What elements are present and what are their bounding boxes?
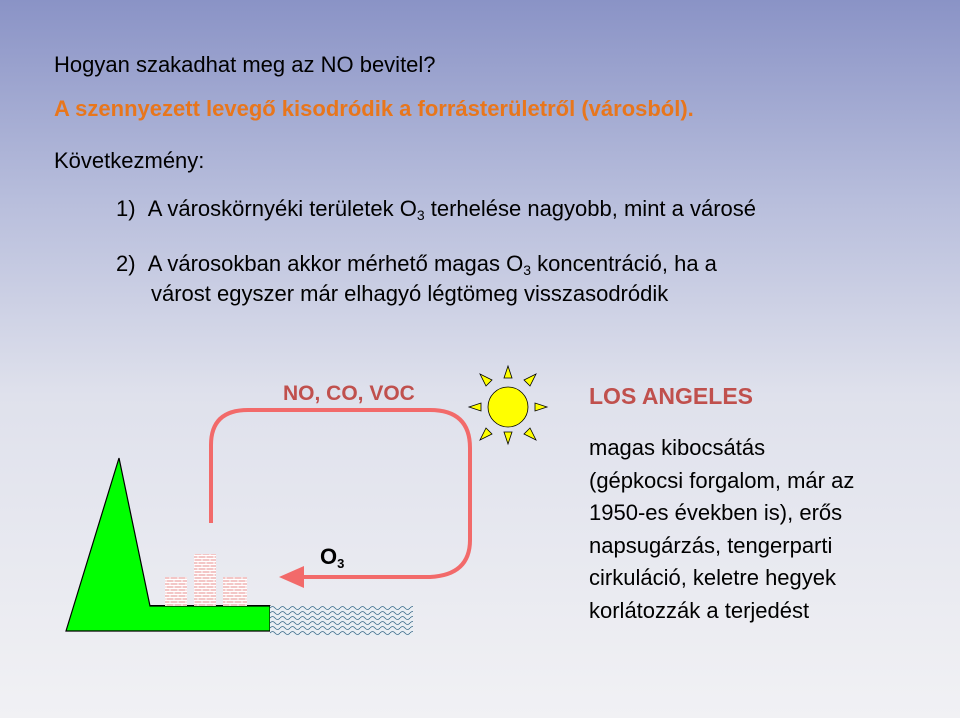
city-building xyxy=(165,577,187,606)
point-1-subscript: 3 xyxy=(416,207,425,223)
point-1-text-after: terhelése nagyobb, mint a városé xyxy=(424,196,757,221)
point-1-text-before: A városkörnyéki területek O xyxy=(147,196,417,221)
sea-waves xyxy=(270,606,413,636)
point-2-subscript: 3 xyxy=(523,262,532,278)
description-line: (gépkocsi forgalom, már az xyxy=(589,467,855,493)
point-1-number: 1) xyxy=(116,196,136,221)
description-line: korlátozzák a terjedést xyxy=(589,597,810,623)
city-building xyxy=(194,554,216,606)
description-line: 1950-es években is), erős xyxy=(589,500,843,525)
description-line: napsugárzás, tengerparti xyxy=(589,532,833,558)
pollutants-label: NO, CO, VOC xyxy=(283,382,415,405)
city-title: LOS ANGELES xyxy=(589,383,753,409)
ozone-label-subscript: 3 xyxy=(337,556,345,571)
slide-heading: Hogyan szakadhat meg az NO bevitel? xyxy=(54,52,436,77)
ozone-label-text: O xyxy=(320,544,338,569)
city-building xyxy=(223,577,247,606)
ozone-label xyxy=(320,544,344,571)
arrow-head-icon xyxy=(279,566,304,588)
point-2-text-before: A városokban akkor mérhető magas O xyxy=(147,251,524,276)
sun-icon xyxy=(469,366,547,444)
description-line: cirkuláció, keletre hegyek xyxy=(589,565,837,590)
consequence-label: Következmény: xyxy=(54,148,205,173)
city-description xyxy=(589,432,854,627)
slide-subheading: A szennyezett levegő kisodródik a forrásterületről (városból). xyxy=(54,96,694,121)
description-line: magas kibocsátás xyxy=(589,435,766,460)
point-2-text-after: koncentráció, ha a xyxy=(531,251,717,276)
point-2-number: 2) xyxy=(116,251,136,276)
point-2-line-2: várost egyszer már elhagyó légtömeg visszasodródik xyxy=(151,281,669,306)
